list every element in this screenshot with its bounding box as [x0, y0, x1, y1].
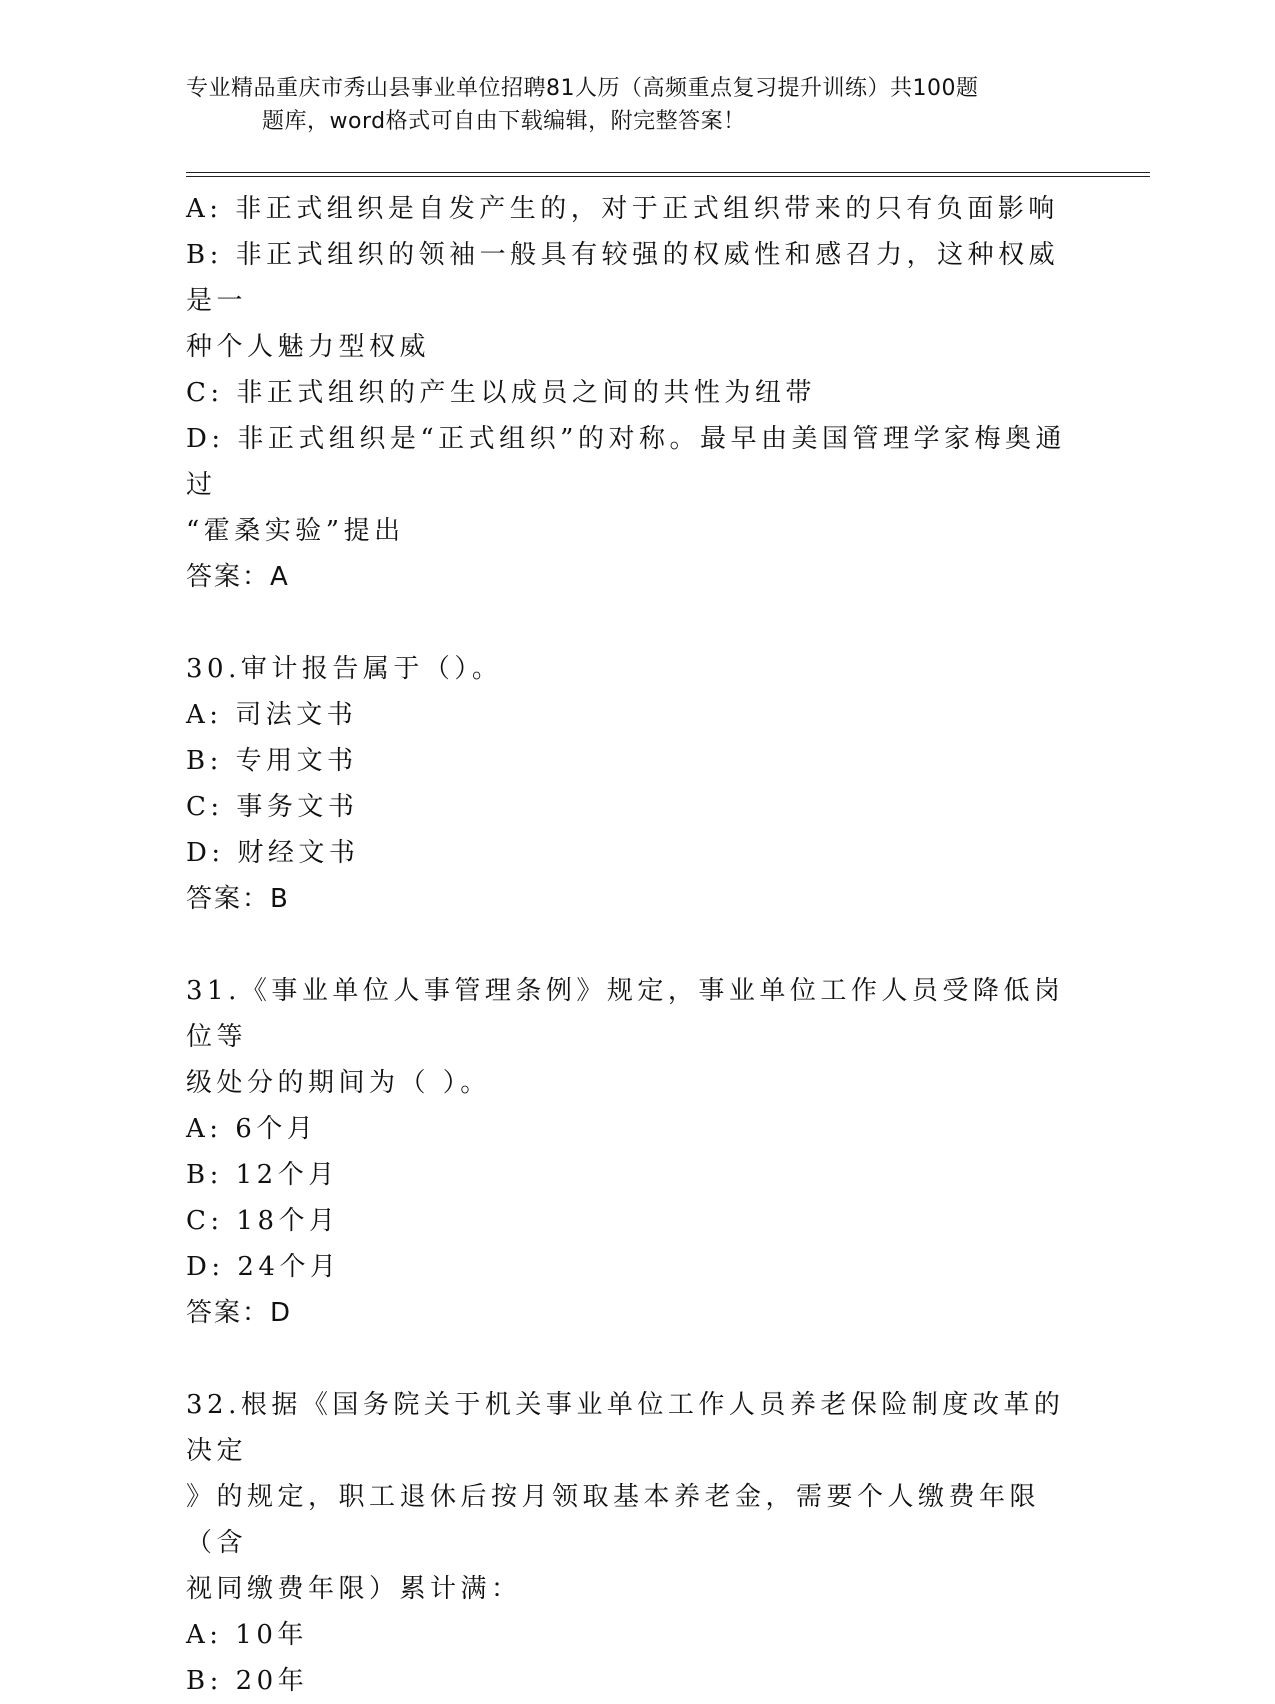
- q31-question-line-1: 31.《事业单位人事管理条例》规定，事业单位工作人员受降低岗位等: [186, 976, 1065, 1052]
- question-32-block: [186, 1382, 1086, 1704]
- spacer: [186, 1336, 1086, 1382]
- q29-answer: 答案：A: [186, 562, 290, 592]
- q29-option-b: B: 非正式组织的领袖一般具有较强的权威性和感召力，这种权威是一: [186, 240, 1060, 316]
- q32-question-line-3: 视同缴费年限）累计满：: [186, 1574, 522, 1604]
- q29-option-a: A: 非正式组织是自发产生的，对于正式组织带来的只有负面影响: [186, 194, 1059, 224]
- q32-question-line-1: 32.根据《国务院关于机关事业单位工作人员养老保险制度改革的决定: [186, 1390, 1065, 1466]
- header-rule-top: [186, 172, 1150, 173]
- question-31-block: [186, 968, 1086, 1336]
- q30-option-a: A: 司法文书: [186, 700, 358, 730]
- question-29-block: [186, 186, 1086, 600]
- q30-option-c: C: 事务文书: [186, 792, 359, 822]
- q29-option-d: D: 非正式组织是“正式组织”的对称。最早由美国管理学家梅奥通过: [186, 424, 1066, 500]
- question-30-block: [186, 646, 1086, 922]
- q31-option-c: C: 18个月: [186, 1206, 340, 1236]
- q31-option-b: B: 12个月: [186, 1160, 339, 1190]
- q30-question: 30.审计报告属于（）。: [186, 654, 503, 684]
- q30-option-b: B: 专用文书: [186, 746, 358, 776]
- q32-option-a: A: 10年: [186, 1620, 308, 1650]
- q31-question-line-2: 级处分的期间为（ ）。: [186, 1068, 491, 1098]
- q32-question-line-2: 》的规定，职工退休后按月领取基本养老金，需要个人缴费年限（含: [186, 1482, 1041, 1558]
- header-title-line-2: 题库，word格式可自由下载编辑，附完整答案！: [262, 109, 746, 134]
- header-rule-bottom: [186, 176, 1150, 177]
- q29-option-c: C: 非正式组织的产生以成员之间的共性为纽带: [186, 378, 816, 408]
- spacer: [186, 922, 1086, 968]
- q31-option-a: A: 6个月: [186, 1114, 318, 1144]
- q30-option-d: D: 财经文书: [186, 838, 360, 868]
- q30-answer: 答案：B: [186, 884, 290, 914]
- q29-option-b-cont: 种个人魅力型权威: [186, 332, 431, 362]
- question-content: [186, 186, 1086, 1704]
- document-header: [186, 72, 1086, 138]
- header-title-line-1: 专业精品重庆市秀山县事业单位招聘81人历（高频重点复习提升训练）共100题: [186, 76, 979, 101]
- q31-option-d: D: 24个月: [186, 1252, 341, 1282]
- q32-option-b: B: 20年: [186, 1666, 309, 1696]
- q31-answer: 答案：D: [186, 1298, 293, 1328]
- q29-option-d-cont: “霍桑实验”提出: [186, 516, 405, 546]
- spacer: [186, 600, 1086, 646]
